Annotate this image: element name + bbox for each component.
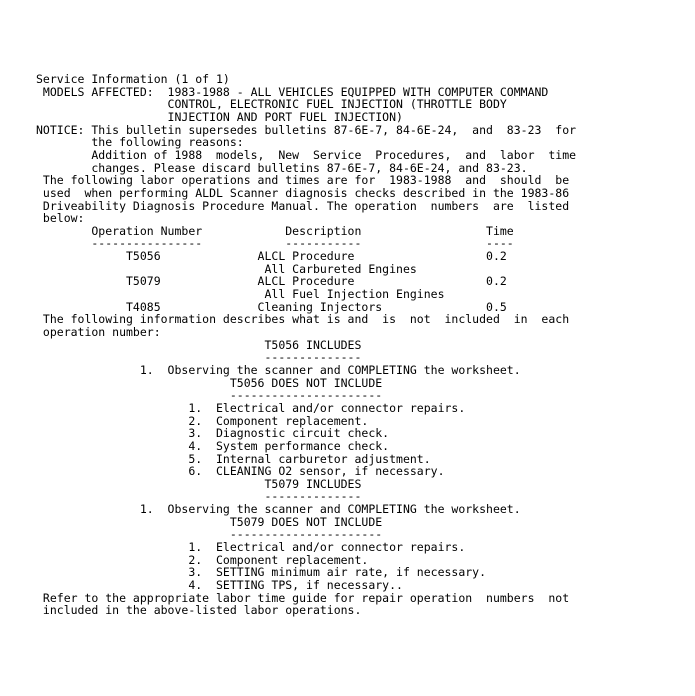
document-line: 4. SETTING TPS, if necessary.. — [36, 578, 403, 592]
document-line: 1. Electrical and/or connector repairs. — [36, 400, 466, 415]
document-line: T5079 DOES NOT INCLUDE — [36, 514, 383, 529]
document-line: MODELS AFFECTED: 1983-1988 - ALL VEHICLES EQUIPPED WITH COMPUTER COMMAND — [36, 84, 549, 99]
document-line: below: — [36, 211, 85, 226]
document-line: changes. Please discard bulletins 87-6E-7, 84-6E-24, and 83-23. — [36, 160, 528, 175]
document-line: 1. Electrical and/or connector repairs. — [36, 540, 466, 555]
document-line: CONTROL, ELECTRONIC FUEL INJECTION (THROTTLE BODY — [36, 97, 507, 112]
document-line: All Carbureted Engines — [36, 261, 417, 276]
document-line: ---------------------- — [36, 527, 383, 542]
document-line: -------------- — [36, 489, 362, 504]
document-line: included in the above-listed labor operations. — [36, 603, 362, 618]
document-line: 1. Observing the scanner and COMPLETING the worksheet. — [36, 502, 521, 517]
document-line: 3. SETTING minimum air rate, if necessary. — [36, 565, 487, 580]
document-line: 1. Observing the scanner and COMPLETING the worksheet. — [36, 362, 521, 377]
document-line: T4085 Cleaning Injectors 0.5 — [36, 299, 507, 314]
document-line: T5056 DOES NOT INCLUDE — [36, 375, 383, 390]
document-line: 5. Internal carburetor adjustment. — [36, 451, 431, 466]
document-line: Operation Number Description Time — [36, 223, 514, 238]
document-line: used when performing ALDL Scanner diagnosis checks described in the 1983-86 — [36, 185, 570, 200]
document-line: Driveability Diagnosis Procedure Manual. The operation numbers are listed — [36, 198, 570, 213]
document-line: Addition of 1988 models, New Service Procedures, and labor time — [36, 147, 577, 162]
document-title: Service Information (1 of 1) — [36, 72, 230, 86]
document-line: T5079 ALCL Procedure 0.2 — [36, 274, 507, 289]
document-line: The following labor operations and times are for 1983-1988 and should be — [36, 173, 570, 188]
document-line: Refer to the appropriate labor time guide for repair operation numbers not — [36, 590, 570, 605]
document-line: -------------- — [36, 350, 362, 365]
document-line: All Fuel Injection Engines — [36, 287, 445, 302]
document-line: 3. Diagnostic circuit check. — [36, 426, 390, 441]
document-line: 2. Component replacement. — [36, 552, 369, 567]
document-line: T5056 ALCL Procedure 0.2 — [36, 249, 507, 264]
document-line: T5079 INCLUDES — [36, 476, 362, 491]
document-line: operation number: — [36, 325, 161, 339]
document-line: ---------------- ----------- ---- — [36, 236, 514, 251]
document-line: 6. CLEANING O2 sensor, if necessary. — [36, 464, 445, 479]
document-line: 2. Component replacement. — [36, 413, 369, 428]
document-line: 4. System performance check. — [36, 438, 390, 453]
document-line: The following information describes what is and is not included in each — [36, 312, 570, 327]
document-line: ---------------------- — [36, 388, 383, 403]
document-line: the following reasons: — [36, 135, 244, 150]
document-line: NOTICE: This bulletin supersedes bulletins 87-6E-7, 84-6E-24, and 83-23 for — [36, 122, 577, 137]
document-line: T5056 INCLUDES — [36, 337, 362, 352]
document-line: INJECTION AND PORT FUEL INJECTION) — [36, 109, 403, 124]
